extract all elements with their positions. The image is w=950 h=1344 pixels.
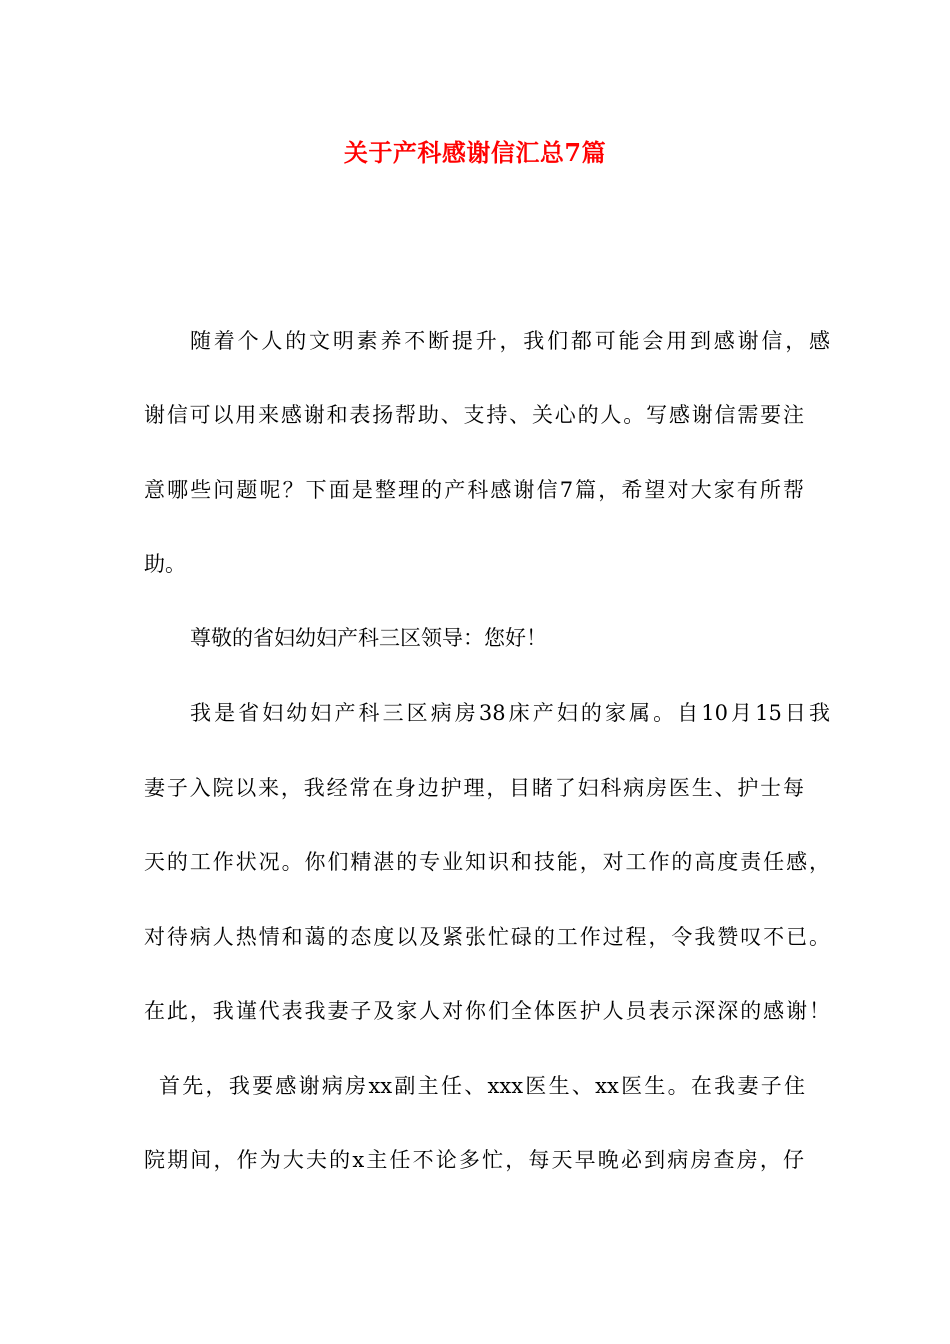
paragraph-line: 对待病人热情和蔼的态度以及紧张忙碌的工作过程，令我赞叹不已。 xyxy=(144,925,830,949)
paragraph-line: 助。 xyxy=(144,552,186,576)
paragraph-line: 妻子入院以来，我经常在身边护理，目睹了妇科病房医生、护士每 xyxy=(144,776,804,800)
paragraph-line: 谢信可以用来感谢和表扬帮助、支持、关心的人。写感谢信需要注 xyxy=(144,403,804,427)
document-title: 关于产科感谢信汇总7篇 xyxy=(343,138,607,167)
paragraph-line: 天的工作状况。你们精湛的专业知识和技能，对工作的高度责任感， xyxy=(144,850,830,874)
paragraph-line: 首先，我要感谢病房xx副主任、xxx医生、xx医生。在我妻子住 xyxy=(159,1074,805,1098)
paragraph-line: 意哪些问题呢？下面是整理的产科感谢信7篇，希望对大家有所帮 xyxy=(144,478,804,502)
paragraph-line: 我是省妇幼妇产科三区病房38床产妇的家属。自10月15日我 xyxy=(190,701,830,725)
paragraph-line: 院期间，作为大夫的x主任不论多忙，每天早晚必到病房查房，仔 xyxy=(144,1148,804,1172)
salutation-line: 尊敬的省妇幼妇产科三区领导：您好！ xyxy=(190,626,547,650)
paragraph-line: 随着个人的文明素养不断提升，我们都可能会用到感谢信，感 xyxy=(190,329,830,353)
paragraph-line: 在此，我谨代表我妻子及家人对你们全体医护人员表示深深的感谢！ xyxy=(144,999,830,1023)
